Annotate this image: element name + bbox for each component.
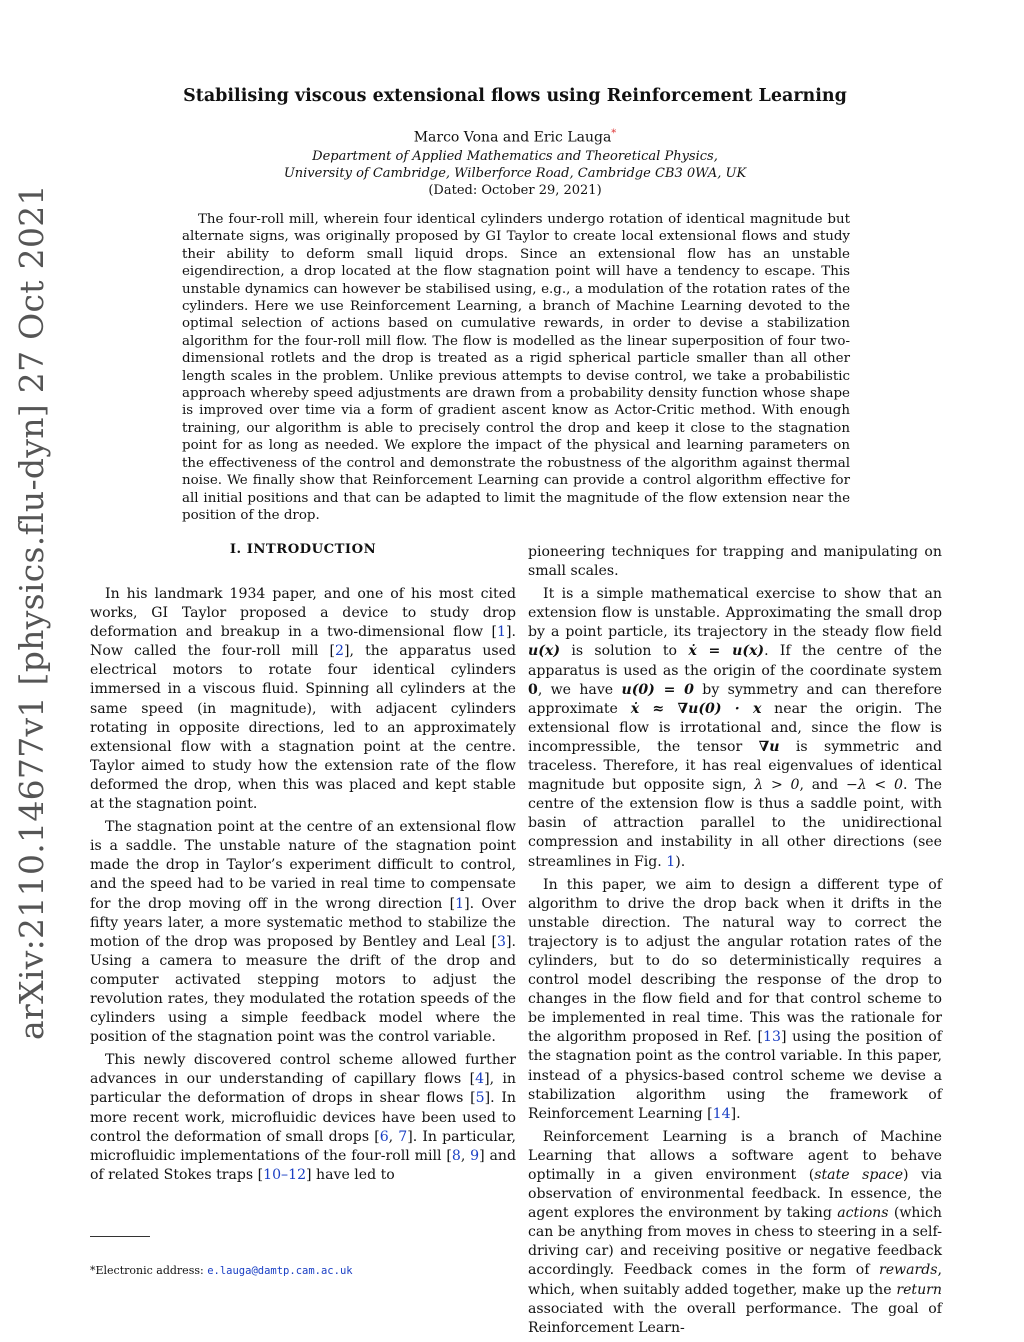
- citation-link[interactable]: 14: [712, 1105, 731, 1122]
- intro-paragraph-2: The stagnation point at the centre of an extensional flow is a saddle. The unstable nature of the stagnation point made the drop in Taylor’s experiment difficult to control, and the speed had to be varied in real time to compensate for the drop moving off in the wrong direction [1]. Over fifty years later, a more systematic method to stabilize the motion of the drop was proposed by Bentley and Leal [3]. Using a camera to measure the drift of the drop and computer activated stepping motors to adjust the revolution rates, they modulated the rotation speeds of the cylinders using a simple feedback model where the position of the stagnation point was the control variable.: [90, 819, 516, 1046]
- intro-paragraph-3: This newly discovered control scheme allowed further advances in our understanding of capillary flows [4], in particular the deformation of drops in shear flows [5]. In more recent work, microfluidic devices have been used to control the deformation of small drops [6, 7]. In particular, microfluidic implementations of the four-roll mill [8, 9] and of related Stokes traps [10–12] have led to: [90, 1052, 517, 1183]
- right-paragraph-1: It is a simple mathematical exercise to show that an extension flow is unstable. Approximating the small drop by a point particle, its trajectory in the steady flow field u(x) is solution to ẋ = u(x). If the centre of the apparatus is used as the origin of the coordinate system 0, we have u(0) = 0 by symmetry and can therefore approximate ẋ ≈ ∇u(0) · x near the origin. The extensional flow is irrotational and, since the flow is incompressible, the tensor ∇u is symmetric and traceless. Therefore, it has real eigenvalues of identical magnitude but opposite sign, λ > 0, and −λ < 0. The centre of the extension flow is thus a saddle point, with basin of attraction parallel to the unidirectional compression and instability in all other directions (see streamlines in Fig. 1).: [528, 586, 943, 870]
- math-expression: u(x): [528, 643, 560, 660]
- citation-link[interactable]: 2: [335, 643, 345, 660]
- citation-link[interactable]: 1: [497, 624, 507, 641]
- left-column: [90, 542, 516, 1189]
- right-column: [528, 543, 942, 1342]
- right-paragraph-continuation: pioneering techniques for trapping and manipulating on small scales.: [528, 544, 942, 580]
- intro-paragraph-1: In his landmark 1934 paper, and one of his most cited works, GI Taylor proposed a device to study drop deformation and breakup in a two-dimensional flow [1]. Now called the four-roll mill [2], the apparatus used electrical motors to rotate four identical cylinders immersed in a viscous fluid. Spinning all cylinders at the same speed (in magnitude), with adjacent cylinders rotating in opposite directions, led to an approximately extensional flow with a stagnation point at the centre. Taylor aimed to study how the extension rate of the flow deformed the drop, when this was placed and kept stable at the stagnation point.: [90, 586, 517, 813]
- right-paragraph-3: Reinforcement Learning is a branch of Machine Learning that allows a software agent to behave optimally in a given environment (state space) via observation of environmental feedback. In essence, the agent explores the environment by taking actions (which can be anything from moves in chess to steering in a self-driving car) and receiving positive or negative feedback accordingly. Feedback comes in the form of rewards, which, when suitably added together, make up the return associated with the overall performance. The goal of Reinforcement Learn-: [528, 1128, 942, 1336]
- right-paragraph-2: In this paper, we aim to design a different type of algorithm to drive the drop back when it drifts in the unstable direction. The natural way to correct the trajectory is to adjust the angular rotation rates of the cylinders, but to do so deterministically requires a control model describing the response of the drop to changes in the flow field and for that control scheme to be implemented in real time. This was the rationale for the algorithm proposed in Ref. [13] using the position of the stagnation point as the control variable. In this paper, instead of a physics-based control scheme we devise a stabilization algorithm using the framework of Reinforcement Learning [14].: [528, 876, 942, 1122]
- citation-link[interactable]: 10–12: [263, 1166, 307, 1183]
- author-names: Marco Vona and Eric Lauga: [413, 129, 612, 146]
- paper-title: Stabilising viscous extensional flows using Reinforcement Learning: [183, 86, 847, 106]
- citation-link[interactable]: 7: [398, 1128, 408, 1145]
- citation-link[interactable]: 13: [763, 1029, 781, 1046]
- footnote-divider: [90, 1236, 150, 1237]
- figure-link[interactable]: 1: [666, 853, 676, 870]
- citation-link[interactable]: 6: [379, 1128, 389, 1145]
- citation-link[interactable]: 4: [475, 1071, 485, 1088]
- arxiv-identifier-stamp: arXiv:2110.14677v1 [physics.flu-dyn] 27 Oct 2021: [12, 184, 51, 1040]
- footnote-electronic-address: [90, 1264, 353, 1277]
- math-expression: −λ < 0: [845, 777, 903, 794]
- math-expression: λ > 0: [754, 777, 800, 794]
- affiliation-line-1: Department of Applied Mathematics and Theoretical Physics,: [312, 149, 718, 164]
- math-expression: 0: [528, 681, 538, 698]
- citation-link[interactable]: 9: [470, 1147, 480, 1164]
- math-expression: ẋ = u(x): [688, 643, 765, 660]
- authors: [90, 128, 940, 146]
- italic-term: rewards: [878, 1262, 938, 1279]
- italic-term: return: [896, 1281, 942, 1298]
- affiliation-line-2: University of Cambridge, Wilberforce Road, Cambridge CB3 0WA, UK: [283, 166, 747, 181]
- math-expression: ẋ ≈ ∇u(0) · x: [630, 700, 762, 717]
- math-expression: u(0) = 0: [621, 681, 694, 698]
- footnote-label: *Electronic address:: [90, 1264, 208, 1277]
- italic-term: actions: [837, 1205, 889, 1222]
- section-heading-introduction: I. INTRODUCTION: [229, 542, 377, 557]
- abstract: The four-roll mill, wherein four identical cylinders undergo rotation of identical magnitude but alternate signs, was originally proposed by GI Taylor to create local extensional flows and study their ability to deform small liquid drops. Since an extensional flow has an unstable eigendirection, a drop located at the flow stagnation point will have a tendency to escape. This unstable dynamics can however be stabilised using, e.g., a modulation of the rotation rates of the cylinders. Here we use Reinforcement Learning, a branch of Machine Learning devoted to the optimal selection of actions based on cumulative rewards, in order to devise a stabilization algorithm for the four-roll mill flow. The flow is modelled as the linear superposition of four two-dimensional rotlets and the drop is treated as a rigid spherical particle smaller than all other length scales in the problem. Unlike previous attempts to devise control, we take a probabilistic approach whereby speed adjustments are drawn from a probability density function whose shape is improved over time via a form of gradient ascent know as Actor-Critic method. With enough training, our algorithm is able to precisely control the drop and keep it close to the stagnation point for as long as needed. We explore the impact of the physical and learning parameters on the effectiveness of the control and demonstrate the robustness of the algorithm against thermal noise. We finally show that Reinforcement Learning can provide a control algorithm effective for all initial positions and that can be adapted to limit the magnitude of the flow extension near the position of the drop.: [182, 212, 850, 523]
- math-expression: ∇u: [758, 738, 780, 755]
- dated-line: (Dated: October 29, 2021): [428, 183, 602, 198]
- citation-link[interactable]: 3: [497, 933, 507, 950]
- citation-link[interactable]: 8: [451, 1147, 461, 1164]
- author-footnote-mark[interactable]: *: [611, 128, 617, 139]
- citation-link[interactable]: 1: [455, 895, 465, 912]
- italic-term: state space: [814, 1167, 904, 1183]
- citation-link[interactable]: 5: [475, 1090, 485, 1107]
- email-link[interactable]: e.lauga@damtp.cam.ac.uk: [207, 1265, 353, 1277]
